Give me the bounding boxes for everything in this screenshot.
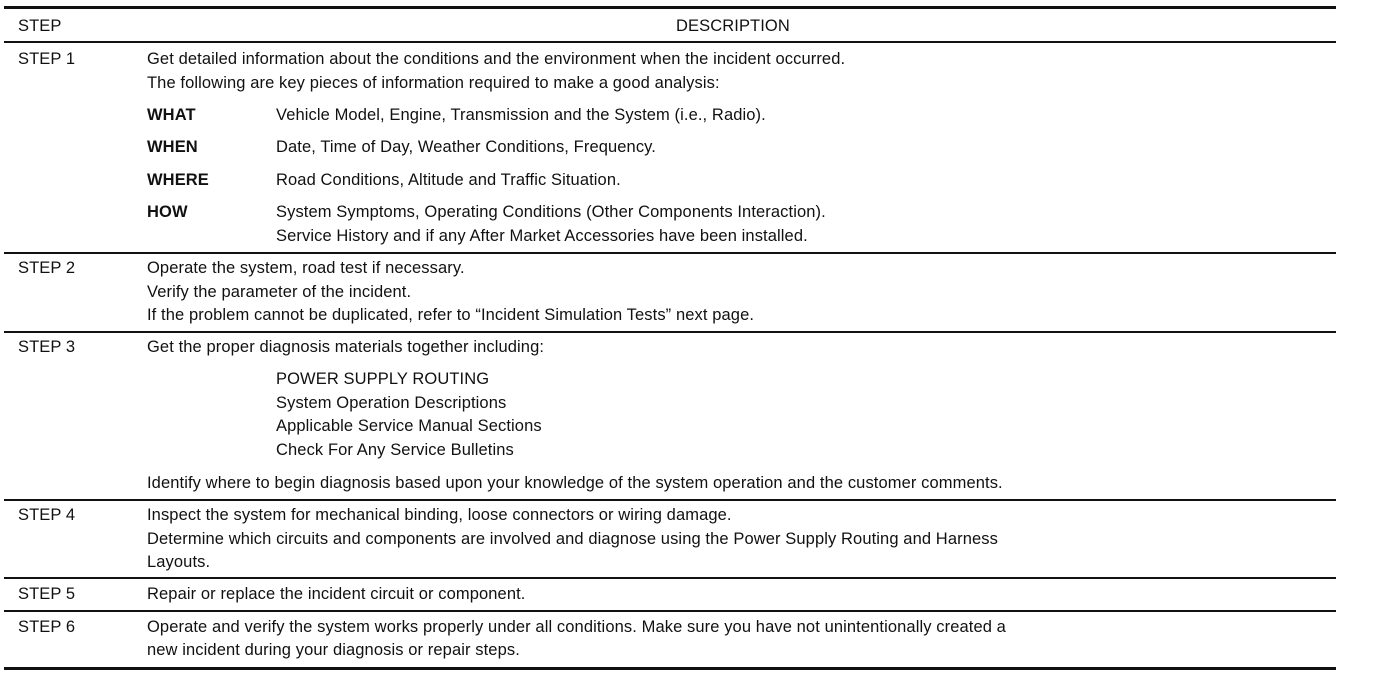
item-value-what: Vehicle Model, Engine, Transmission and the System (i.e., Radio). — [276, 106, 766, 124]
step-2-line-3: If the problem cannot be duplicated, refer to “Incident Simulation Tests” next page. — [147, 306, 755, 324]
item-key-where: WHERE — [147, 171, 209, 189]
material-item: POWER SUPPLY ROUTING — [276, 370, 490, 388]
step-label: STEP 6 — [18, 618, 76, 636]
step-6-line-2: new incident during your diagnosis or repair steps. — [147, 641, 520, 659]
step-2-line-1: Operate the system, road test if necessary. — [147, 259, 465, 277]
step-label: STEP 4 — [18, 506, 76, 524]
table-bottom-rule — [4, 667, 1336, 670]
material-item: System Operation Descriptions — [276, 394, 507, 412]
step-1-intro-line-1: Get detailed information about the conditions and the environment when the incident occurred. — [147, 50, 846, 68]
step-label: STEP 3 — [18, 338, 76, 356]
item-value-how-line-2: Service History and if any After Market Accessories have been installed. — [276, 227, 808, 245]
material-item: Applicable Service Manual Sections — [276, 417, 542, 435]
material-item: Check For Any Service Bulletins — [276, 441, 514, 459]
item-key-when: WHEN — [147, 138, 198, 156]
step-1-intro-line-2: The following are key pieces of information required to make a good analysis: — [147, 74, 720, 92]
step-4-line-3: Layouts. — [147, 553, 211, 571]
step-2-line-2: Verify the parameter of the incident. — [147, 283, 412, 301]
step-label: STEP 1 — [18, 50, 76, 68]
header-rule — [4, 41, 1336, 43]
row-rule-5 — [4, 610, 1336, 612]
item-value-how-line-1: System Symptoms, Operating Conditions (Other Components Interaction). — [276, 203, 826, 221]
row-rule-4 — [4, 577, 1336, 579]
step-6-line-1: Operate and verify the system works properly under all conditions. Make sure you have not unintentionally created a — [147, 618, 1006, 636]
step-label: STEP 5 — [18, 585, 76, 603]
header-description: DESCRIPTION — [676, 17, 790, 35]
step-label: STEP 2 — [18, 259, 76, 277]
row-rule-2 — [4, 331, 1336, 333]
step-3-intro: Get the proper diagnosis materials together including: — [147, 338, 545, 356]
row-rule-3 — [4, 499, 1336, 501]
step-4-line-2: Determine which circuits and components are involved and diagnose using the Power Supply Routing and Harness — [147, 530, 998, 548]
item-key-how: HOW — [147, 203, 188, 221]
table-top-rule — [4, 6, 1336, 9]
step-5-line-1: Repair or replace the incident circuit or component. — [147, 585, 526, 603]
item-key-what: WHAT — [147, 106, 196, 124]
step-3-outro: Identify where to begin diagnosis based upon your knowledge of the system operation and the customer comments. — [147, 474, 1003, 492]
header-step: STEP — [18, 17, 62, 35]
row-rule-1 — [4, 252, 1336, 254]
step-4-line-1: Inspect the system for mechanical binding, loose connectors or wiring damage. — [147, 506, 732, 524]
item-value-when: Date, Time of Day, Weather Conditions, Frequency. — [276, 138, 656, 156]
item-value-where: Road Conditions, Altitude and Traffic Situation. — [276, 171, 621, 189]
